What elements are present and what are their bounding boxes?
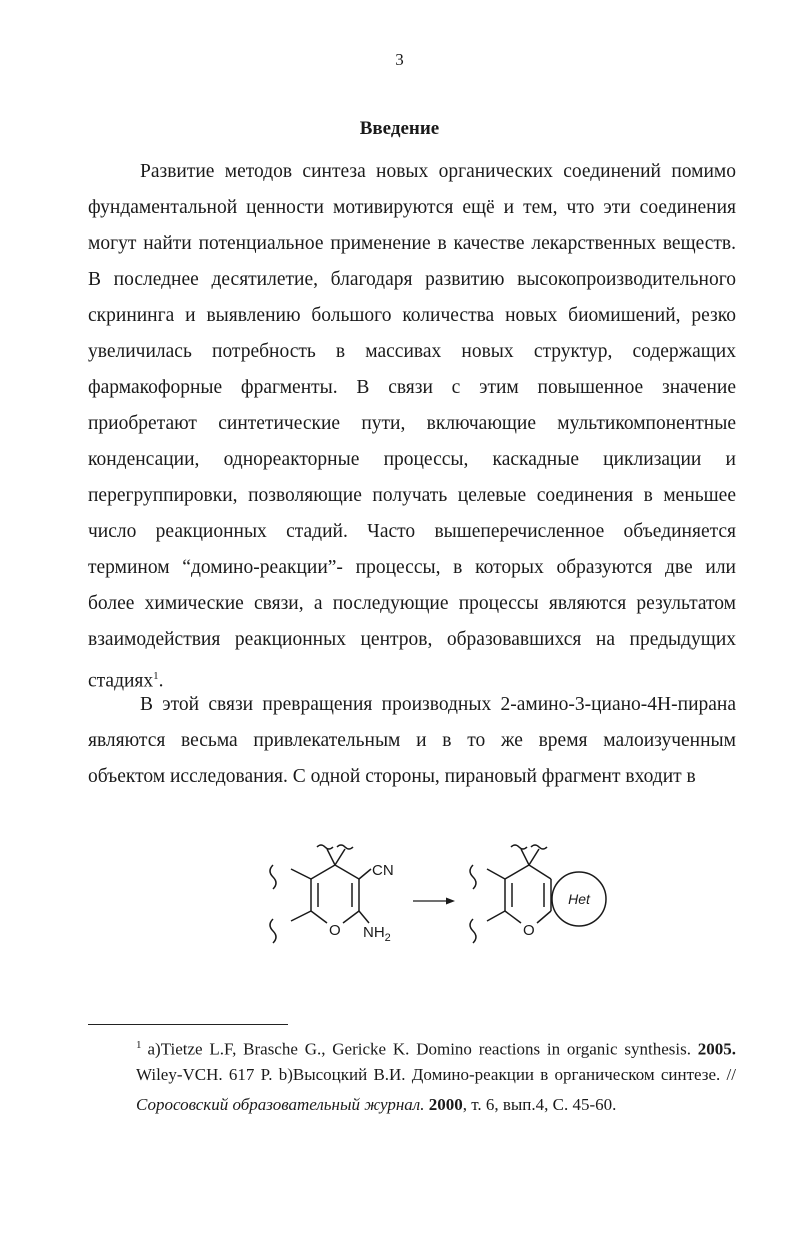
text-line: являются весьма привлекательным и в то же время малоизученным [88, 730, 736, 751]
text-line: фундаментальной ценности мотивируются ещё и тем, что эти соединения [88, 197, 736, 218]
footnote-year: 2005. [697, 1039, 736, 1059]
footnote-text: a)Tietze L.F, Brasche G., Gericke K. Domino reactions in organic synthesis. [147, 1039, 698, 1059]
paragraph-intro [88, 154, 736, 694]
footnote-text: , т. 6, вып.4, С. 45-60. [462, 1095, 617, 1114]
reaction-scheme [255, 835, 625, 970]
het-label: Het [568, 891, 590, 907]
bond [311, 911, 327, 923]
reactant-structure [270, 845, 371, 943]
reaction-arrow [413, 898, 455, 905]
substituent-squiggle [511, 845, 527, 849]
nh-text: NH [363, 924, 385, 941]
text-line: перегруппировки, позволяющие получать целевые соединения в меньшее [88, 485, 736, 506]
bond [505, 865, 529, 879]
fused-ring-squiggle [470, 865, 476, 889]
footnote-year: 2000 [428, 1095, 463, 1114]
text-line: фармакофорные фрагменты. В связи с этим повышенное значение [88, 377, 736, 398]
bond [335, 849, 345, 865]
footnote-separator [88, 1024, 288, 1025]
last-word: стадиях [88, 670, 154, 692]
text-line: конденсации, однореакторные процессы, каскадные циклизации и [88, 449, 736, 470]
text-line: приобретают синтетические пути, включающие мультикомпонентные [88, 413, 736, 434]
fused-ring-squiggle [470, 919, 476, 943]
footnote-line [136, 1030, 736, 1060]
footnote [136, 1030, 736, 1120]
text-line: число реакционных стадий. Часто вышеперечисленное объединяется [88, 521, 736, 542]
bond [487, 869, 505, 879]
text-line: объектом исследования. С одной стороны, пирановый фрагмент входит в [88, 766, 696, 787]
text-line: увеличилась потребность в массивах новых структур, содержащих [88, 341, 736, 362]
citation-marker: 1 [153, 670, 159, 682]
bond [327, 849, 335, 865]
bond [311, 865, 335, 879]
bond [521, 849, 529, 865]
bond [487, 911, 505, 921]
text-line: взаимодействия реакционных центров, образовавшихся на предыдущих [88, 629, 736, 650]
text-line: В последнее десятилетие, благодаря развитию высокопроизводительного [88, 269, 736, 290]
bond [335, 865, 359, 879]
substituent-squiggle [317, 845, 333, 849]
bond [529, 849, 539, 865]
text-line: скрининга и выявлению большого количества новых биомишений, резко [88, 305, 736, 326]
text-line: В этой связи превращения производных 2-амино-3-циано-4Н-пирана [140, 694, 736, 715]
footnote-line [136, 1090, 736, 1120]
text-line: могут найти потенциальное применение в качестве лекарственных веществ. [88, 233, 736, 254]
cn-label: CN [372, 862, 394, 879]
section-heading: Введение [359, 118, 440, 139]
footnote-line: Wiley-VCH. 617 P. b)Высоцкий В.И. Домино-реакции в органическом синтезе. // [136, 1065, 736, 1084]
text-line: Развитие методов синтеза новых органических соединений помимо [140, 161, 736, 182]
fused-ring-squiggle [270, 865, 276, 889]
period: . [158, 670, 164, 692]
bond [359, 911, 369, 923]
bond [537, 911, 551, 923]
text-line: термином “домино-реакции”- процессы, в которых образуются две или [88, 557, 736, 578]
text-line: более химические связи, а последующие процессы являются результатом [88, 593, 736, 614]
bond [529, 865, 551, 879]
fused-ring-squiggle [270, 919, 276, 943]
journal-title: Соросовский образовательный журнал. [136, 1095, 429, 1114]
substituent-squiggle [337, 845, 353, 849]
substituent-squiggle [531, 845, 547, 849]
bond [291, 911, 311, 921]
bond [505, 911, 521, 923]
subscript-2: 2 [384, 932, 391, 944]
footnote-marker: 1 [136, 1039, 142, 1051]
bond [291, 869, 311, 879]
bond [343, 911, 359, 923]
oxygen-label: O [523, 922, 535, 939]
paragraph-pyran [88, 687, 736, 795]
oxygen-label: O [329, 922, 341, 939]
bond [359, 869, 371, 879]
page-number: 3 [395, 50, 404, 69]
nh2-label [363, 924, 391, 944]
